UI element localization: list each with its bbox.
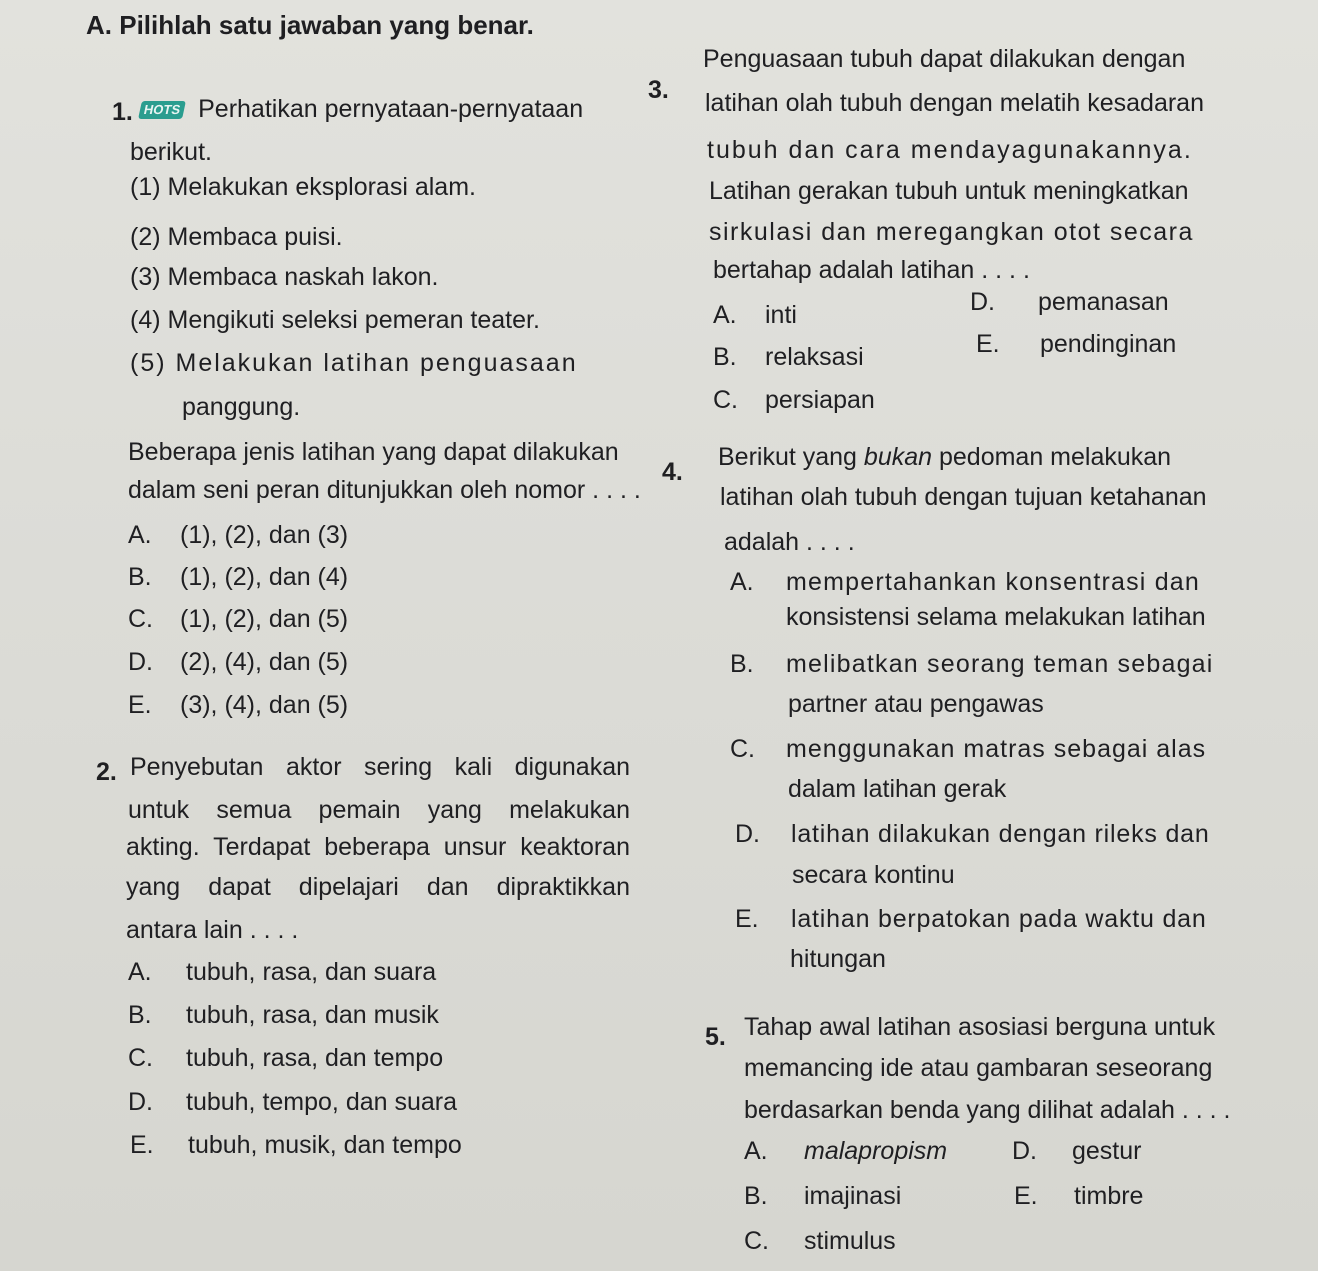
- q1-prompt-line-1: Beberapa jenis latihan yang dapat dilakukan: [128, 438, 619, 466]
- q1-option-d[interactable]: D. (2), (4), dan (5): [128, 648, 349, 676]
- q5-option-b[interactable]: B. imajinasi: [744, 1182, 902, 1210]
- q5-number: 5.: [705, 1023, 726, 1051]
- q3-stem-line-3: tubuh dan cara mendayagunakannya.: [707, 136, 1193, 164]
- q3-stem-line-1: Penguasaan tubuh dapat dilakukan dengan: [703, 45, 1186, 73]
- q4-stem-line-1: Berikut yang bukan pedoman melakukan: [718, 443, 1172, 471]
- q5-stem-line-3: berdasarkan benda yang dilihat adalah . . . .: [744, 1096, 1231, 1124]
- q2-stem-line-4: yang dapat dipelajari dan dipraktikkan: [126, 873, 630, 901]
- q3-option-e[interactable]: E. pendinginan: [976, 330, 1177, 358]
- q1-number: 1.: [112, 98, 133, 126]
- q4-number: 4.: [662, 458, 683, 486]
- q1-statement-5-cont: panggung.: [182, 393, 301, 421]
- q5-option-c[interactable]: C. stimulus: [744, 1227, 896, 1255]
- q4-option-d-line-2: secara kontinu: [792, 861, 955, 889]
- q4-option-c-line-1: C. menggunakan matras sebagai alas: [730, 735, 1207, 763]
- section-header: A. Pilihlah satu jawaban yang benar.: [86, 10, 534, 40]
- q2-option-a[interactable]: A. tubuh, rasa, dan suara: [128, 958, 437, 986]
- q4-option-a-line-2: konsistensi selama melakukan latihan: [786, 603, 1206, 631]
- q1-statement-5: (5) Melakukan latihan penguasaan: [130, 349, 578, 377]
- q3-stem-line-5: sirkulasi dan meregangkan otot secara: [709, 218, 1194, 246]
- q4-option-d-line-1: D. latihan dilakukan dengan rileks dan: [735, 820, 1210, 848]
- q1-statement-3: (3) Membaca naskah lakon.: [130, 263, 439, 291]
- q4-option-b-line-1: B. melibatkan seorang teman sebagai: [730, 650, 1214, 678]
- q2-option-e[interactable]: E. tubuh, musik, dan tempo: [130, 1131, 462, 1159]
- q3-stem-line-4: Latihan gerakan tubuh untuk meningkatkan: [709, 177, 1189, 205]
- q5-stem-line-1: Tahap awal latihan asosiasi berguna untuk: [744, 1013, 1216, 1041]
- q4-stem-line-2: latihan olah tubuh dengan tujuan ketahanan: [720, 483, 1207, 511]
- q1-option-c[interactable]: C. (1), (2), dan (5): [128, 605, 349, 633]
- q3-number: 3.: [648, 76, 669, 104]
- q4-stem-line-3: adalah . . . .: [724, 528, 855, 556]
- q1-option-e[interactable]: E. (3), (4), dan (5): [128, 691, 349, 719]
- q3-option-b[interactable]: B. relaksasi: [713, 343, 864, 371]
- q2-number: 2.: [96, 758, 117, 786]
- q1-stem-line-2: berikut.: [130, 138, 212, 166]
- q5-option-a[interactable]: A. malapropism: [744, 1137, 948, 1165]
- q4-option-e-line-2: hitungan: [790, 945, 886, 973]
- q3-stem-line-6: bertahap adalah latihan . . . .: [713, 256, 1030, 284]
- q2-option-b[interactable]: B. tubuh, rasa, dan musik: [128, 1001, 439, 1029]
- q4-option-b-line-2: partner atau pengawas: [788, 690, 1044, 718]
- q1-statement-2: (2) Membaca puisi.: [130, 223, 343, 251]
- hots-badge: HOTS: [138, 101, 186, 119]
- q5-option-e[interactable]: E. timbre: [1014, 1182, 1144, 1210]
- q1-statement-1: (1) Melakukan eksplorasi alam.: [130, 173, 476, 201]
- q4-option-a-line-1: A. mempertahankan konsentrasi dan: [730, 568, 1201, 596]
- q2-option-c[interactable]: C. tubuh, rasa, dan tempo: [128, 1044, 444, 1072]
- q3-option-a[interactable]: A. inti: [713, 301, 797, 329]
- q5-option-d[interactable]: D. gestur: [1012, 1137, 1142, 1165]
- q4-option-e-line-1: E. latihan berpatokan pada waktu dan: [735, 905, 1207, 933]
- q1-option-b[interactable]: B. (1), (2), dan (4): [128, 563, 349, 591]
- q2-option-d[interactable]: D. tubuh, tempo, dan suara: [128, 1088, 458, 1116]
- q4-option-c-line-2: dalam latihan gerak: [788, 775, 1007, 803]
- q1-option-a[interactable]: A. (1), (2), dan (3): [128, 521, 349, 549]
- q3-option-d[interactable]: D. pemanasan: [970, 288, 1169, 316]
- q4-emphasis: bukan: [863, 443, 933, 471]
- q2-stem-line-2: untuk semua pemain yang melakukan: [128, 796, 630, 824]
- q3-option-c[interactable]: C. persiapan: [713, 386, 875, 414]
- q5-stem-line-2: memancing ide atau gambaran seseorang: [744, 1054, 1213, 1082]
- q2-stem-line-5: antara lain . . . .: [126, 916, 299, 944]
- q3-stem-line-2: latihan olah tubuh dengan melatih kesadaran: [705, 89, 1204, 117]
- q2-stem-line-1: Penyebutan aktor sering kali digunakan: [130, 753, 630, 781]
- q1-prompt-line-2: dalam seni peran ditunjukkan oleh nomor . . . .: [128, 476, 641, 504]
- q1-stem-line-1: HOTS Perhatikan pernyataan-pernyataan: [140, 94, 583, 124]
- q2-stem-line-3: akting. Terdapat beberapa unsur keaktoran: [126, 833, 630, 861]
- q1-statement-4: (4) Mengikuti seleksi pemeran teater.: [130, 306, 540, 334]
